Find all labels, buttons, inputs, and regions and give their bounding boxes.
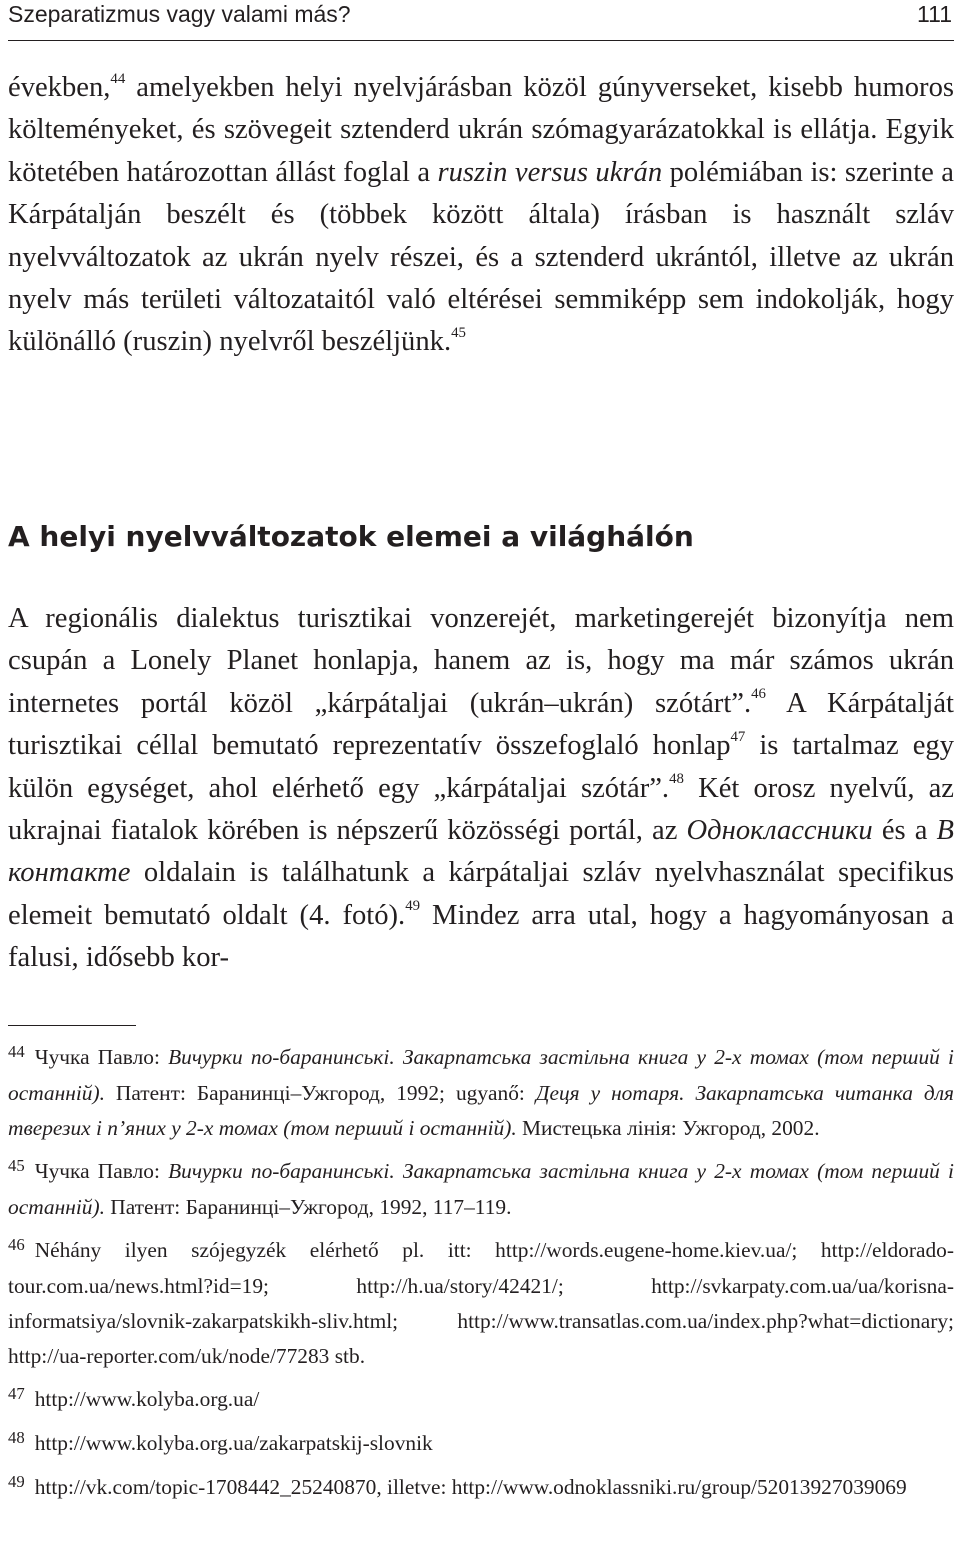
footnote-ref-46[interactable]: 46	[751, 686, 766, 703]
footnote-44: $^{44}$ Чучка Павло: Вичурки по-баранинські. Закарпатська застільна книга у 2-х томах (том перший і останній). Патент: Баранинці–Ужгород, 1992; ugyanő: Деця у нотаря. Закарпатська читанка для тверезих і п’яних у 2-х томах (том перший і останній). Мистецька лінія: Ужгород, 2002.	[8, 1041, 954, 1140]
footnote-number: 45	[8, 1155, 25, 1175]
footnote-ref-48[interactable]: 48	[669, 771, 684, 788]
footnote-number: 48	[8, 1427, 25, 1447]
paragraph-2: A regionális dialektus turisztikai vonzerejét, marketingerejét bizonyítja nem csupán a Lonely Planet honlapja, hanem az is, hogy ma már számos ukrán internetes portál közöl „kárpátaljai (ukrán–ukrán) szótárt”.$^{46}$ A Kárpátalját turisztikai céllal bemutató reprezentatív összefoglaló honlap$^{47}$ is tartalmaz egy külön egységet, ahol elérhető egy „kárpátaljai szótár”.$^{48}$ Két orosz nyelvű, az ukrajnai fiatalok körében is népszerű közösségi portál, az Одноклассники és a В контакте oldalain is találhatunk a kárpátaljai szláv nyelvhasználat specifikus elemeit bemutató oldalt (4. fotó).$^{49}$ Mindez arra utal, hogy a hagyományosan a falusi, idősebb kor-	[8, 603, 955, 974]
footnotes	[8, 1040, 954, 1514]
footnote-ref-47[interactable]: 47	[730, 728, 746, 745]
running-title: Szeparatizmus vagy valami más?	[8, 1, 351, 27]
running-header	[8, 0, 954, 41]
footnote-47	[8, 1382, 954, 1418]
book-page	[8, 0, 954, 1562]
footnote-46-text[interactable]: Néhány ilyen szójegyzék elérhető pl. itt: http://words.eugene-home.kiev.ua/; http://​eldorado-tour.com.ua/news.html?id=19; http://h.ua/story/42421/; http://svkarpaty.​com.ua/ua/korisna-informatsiya/slovnik-zakarpatskikh-sliv.html; http://www.transatlas.com.ua/index.php?what=dictionary; http://ua-reporter.com/uk/node/77283 stb.	[8, 1238, 954, 1368]
footnote-number: 49	[8, 1471, 25, 1491]
footnote-45: $^{45}$ Чучка Павло: Вичурки по-баранинські. Закарпатська застільна книга у 2-х томах (том перший і останній). Патент: Баранинці–Ужгород, 1992, 117–119.	[8, 1155, 954, 1219]
footnote-48	[8, 1426, 954, 1462]
footnote-ref-49[interactable]: 49	[405, 898, 421, 915]
footnote-48-link[interactable]: http://www.kolyba.org.ua/zakarpatskij-slovnik	[34, 1431, 433, 1455]
footnote-47-link[interactable]: http://www.kolyba.org.ua/	[34, 1387, 260, 1411]
footnote-49-text[interactable]: http://vk.com/topic-1708442_25240870, illetve: http://www.odnoklassniki.ru/​group/52013927039069	[34, 1475, 907, 1499]
footnote-number: 44	[8, 1041, 25, 1061]
page-number: 111	[917, 1, 952, 27]
section-heading: A helyi nyelvváltozatok elemei a világhálón	[8, 520, 694, 553]
footnote-46	[8, 1233, 954, 1374]
footnote-ref-44[interactable]: 44	[110, 70, 126, 87]
footnote-ref-45[interactable]: 45	[451, 325, 466, 342]
paragraph-1: években,$^{44}$ amelyekben helyi nyelvjárásban közöl gúnyverseket, kisebb humoros költeményeket, és szövegeit sztenderd ukrán szómagyarázatokkal is ellátja. Egyik kötetében határozottan állást foglal a ruszin versus ukrán polémiában is: szerinte a Kárpátalján beszélt és (többek között általa) írásban is használt szláv nyelvváltozatok az ukrán nyelv részei, és a sztenderd ukrántól, illetve az ukrán nyelv más területi változataitól való eltérései semmiképp sem indokolják, hogy különálló (ruszin) nyelvről beszéljünk.$^{45}$	[8, 70, 954, 358]
footnote-number: 47	[8, 1383, 25, 1403]
footnote-number: 46	[8, 1234, 25, 1254]
footnote-divider	[8, 1025, 136, 1026]
footnote-49	[8, 1470, 954, 1506]
